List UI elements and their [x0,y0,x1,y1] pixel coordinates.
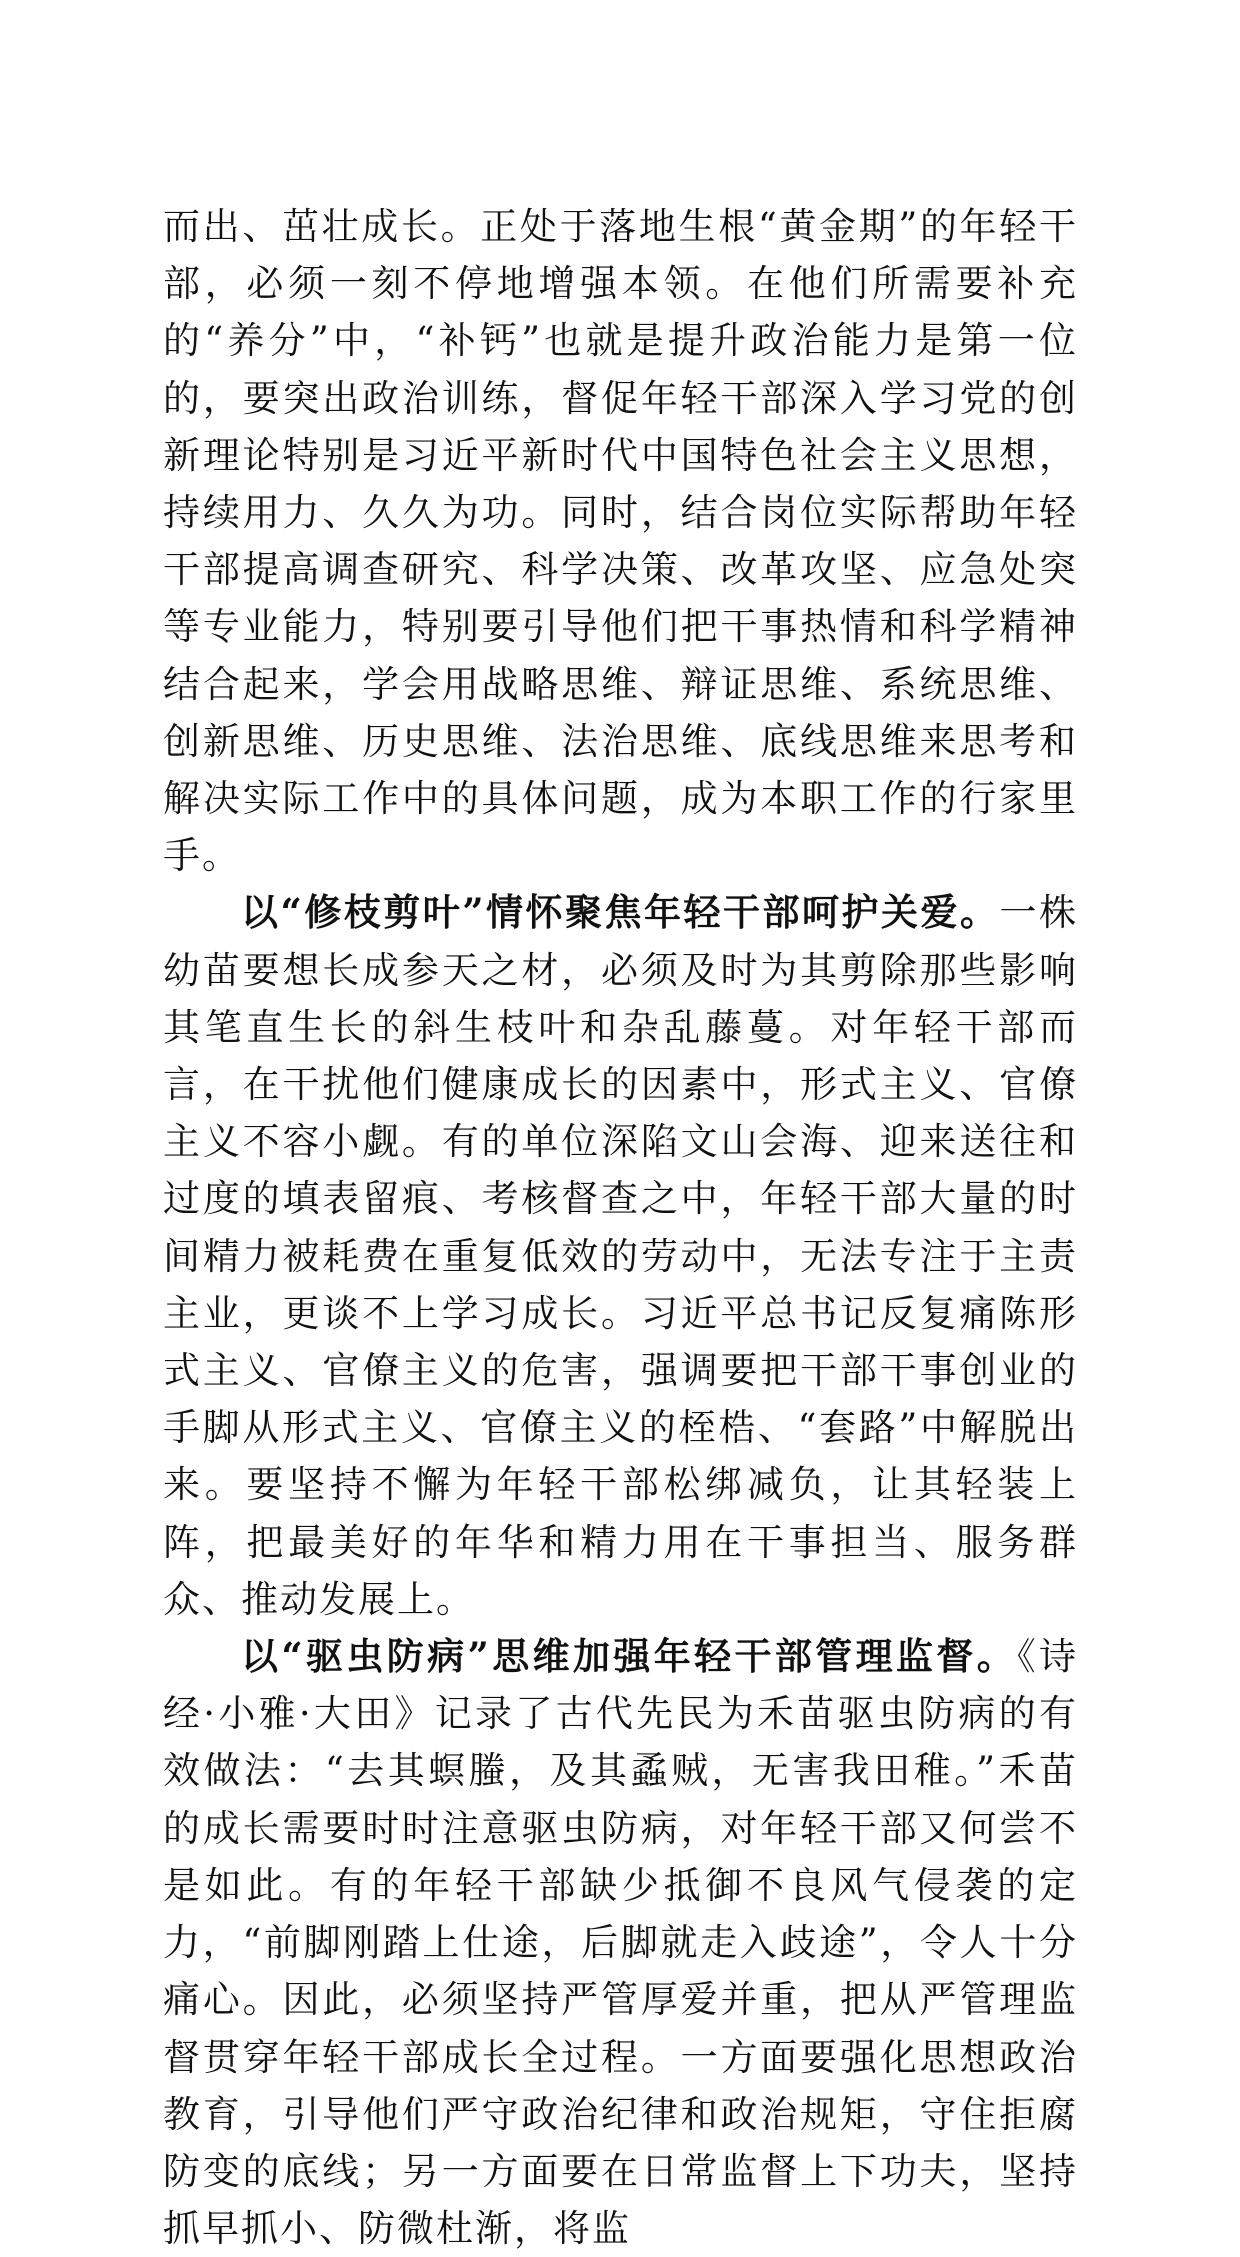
paragraph-2-text: 一株幼苗要想长成参天之材，必须及时为其剪除那些影响其笔直生长的斜生枝叶和杂乱藤蔓。对年轻干部而言，在干扰他们健康成长的因素中，形式主义、官僚主义不容小觑。有的单位深陷文山会海、迎来送往和过度的填表留痕、考核督查之中，年轻干部大量的时间精力被耗费在重复低效的劳动中，无法专注于主责主业，更谈不上学习成长。习近平总书记反复痛陈形式主义、官僚主义的危害，强调要把干部干事创业的手脚从形式主义、官僚主义的桎梏、“套路”中解脱出来。要坚持不懈为年轻干部松绑减负，让其轻装上阵，把最美好的年华和精力用在干事担当、服务群众、推动发展上。 [163,891,1078,1621]
paragraph-2-heading: 以“修枝剪叶”情怀聚焦年轻干部呵护关爱。 [241,890,1000,935]
paragraph-1-text: 而出、茁壮成长。正处于落地生根“黄金期”的年轻干部，必须一刻不停地增强本领。在他们所需要补充的“养分”中，“补钙”也就是提升政治能力是第一位的，要突出政治训练，督促年轻干部深入学习党的创新理论特别是习近平新时代中国特色社会主义思想，持续用力、久久为功。同时，结合岗位实际帮助年轻干部提高调查研究、科学决策、改革攻坚、应急处突等专业能力，特别要引导他们把干事热情和科学精神结合起来，学会用战略思维、辩证思维、系统思维、创新思维、历史思维、法治思维、底线思维来思考和解决实际工作中的具体问题，成为本职工作的行家里手。 [163,205,1078,878]
paragraph-3-text: 《诗经·小雅·大田》记录了古代先民为禾苗驱虫防病的有效做法：“去其螟螣，及其蟊贼，无害我田稚。”禾苗的成长需要时时注意驱虫防病，对年轻干部又何尝不是如此。有的年轻干部缺少抵御不良风气侵袭的定力，“前脚刚踏上仕途，后脚就走入歧途”，令人十分痛心。因此，必须坚持严管厚爱并重，把从严管理监督贯穿年轻干部成长全过程。一方面要强化思想政治教育，引导他们严守政治纪律和政治规矩，守住拒腐防变的底线；另一方面要在日常监督上下功夫，坚持抓早抓小、防微杜渐，将监 [163,1635,1078,2251]
document-body [163,198,1078,2257]
paragraph-1 [163,198,1078,884]
paragraph-3 [163,1628,1078,2257]
paragraph-2 [163,884,1078,1628]
paragraph-3-heading: 以“驱虫防病”思维加强年轻干部管理监督。 [241,1634,1018,1679]
